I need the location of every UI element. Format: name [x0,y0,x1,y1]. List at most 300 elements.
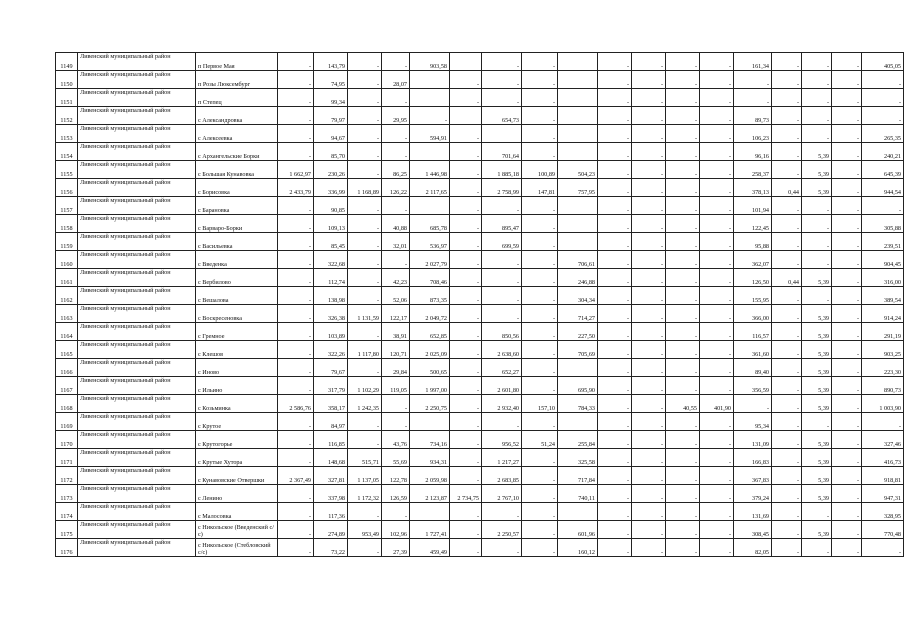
region-cell: Ливенский муниципальный район [78,341,196,359]
value-cell: - [598,395,632,413]
value-cell: 1 102,29 [348,377,382,395]
settlement-cell: с Борисовка [196,179,278,197]
settlement-cell: с Вешалова [196,287,278,305]
value-cell: - [802,53,832,71]
value-cell: 327,46 [862,431,904,449]
value-cell: 100,89 [522,161,558,179]
value-cell: 367,83 [734,467,772,485]
value-cell: 934,31 [410,449,450,467]
value-cell: 5,39 [802,431,832,449]
region-cell: Ливенский муниципальный район [78,521,196,539]
region-cell: Ливенский муниципальный район [78,89,196,107]
value-cell: - [700,269,734,287]
value-cell: - [278,287,314,305]
value-cell: - [598,539,632,557]
value-cell: - [772,503,802,521]
table-row [56,71,904,89]
row-number-cell: 1156 [56,179,78,197]
settlement-cell: с Гремное [196,323,278,341]
value-cell: - [832,305,862,323]
value-cell: - [700,197,734,215]
value-cell: 2 250,57 [482,521,522,539]
value-cell: - [832,125,862,143]
value-cell: - [450,125,482,143]
value-cell: - [482,269,522,287]
value-cell: - [598,89,632,107]
value-cell: - [522,359,558,377]
value-cell: 2 734,75 [450,485,482,503]
row-number-cell: 1157 [56,197,78,215]
value-cell: - [772,539,802,557]
value-cell: - [632,341,666,359]
table-row [56,539,904,557]
value-cell: - [522,71,558,89]
value-cell: 157,10 [522,395,558,413]
value-cell: - [832,485,862,503]
value-cell [410,503,450,521]
table-row [56,215,904,233]
value-cell: - [632,305,666,323]
row-number-cell: 1170 [56,431,78,449]
value-cell: 652,85 [410,323,450,341]
value-cell: - [632,431,666,449]
value-cell: 99,34 [314,89,348,107]
value-cell: 325,58 [558,449,598,467]
value-cell: - [666,413,700,431]
settlement-cell: с Александровка [196,107,278,125]
region-cell: Ливенский муниципальный район [78,233,196,251]
region-cell: Ливенский муниципальный район [78,287,196,305]
value-cell: - [700,125,734,143]
value-cell: - [666,197,700,215]
value-cell: 5,39 [802,161,832,179]
value-cell: - [700,485,734,503]
value-cell: 322,26 [314,341,348,359]
value-cell: - [450,143,482,161]
value-cell: 265,35 [862,125,904,143]
value-cell: 116,85 [314,431,348,449]
value-cell: 337,98 [314,485,348,503]
value-cell: - [522,305,558,323]
value-cell: 84,97 [314,413,348,431]
value-cell: - [382,143,410,161]
value-cell: - [832,431,862,449]
value-cell: 51,24 [522,431,558,449]
value-cell: - [700,359,734,377]
value-cell: - [522,323,558,341]
value-cell: 1 242,35 [348,395,382,413]
settlement-cell: с Козьминка [196,395,278,413]
value-cell: 358,17 [314,395,348,413]
value-cell: - [802,197,832,215]
value-cell: - [348,233,382,251]
value-cell: 717,84 [558,467,598,485]
value-cell: 155,95 [734,287,772,305]
value-cell: - [482,89,522,107]
row-number-cell: 1154 [56,143,78,161]
value-cell: - [482,71,522,89]
value-cell: - [666,305,700,323]
table-row [56,359,904,377]
value-cell: - [862,539,904,557]
table-body [56,53,904,557]
value-cell: - [450,269,482,287]
value-cell [410,71,450,89]
value-cell: - [278,413,314,431]
value-cell: - [772,125,802,143]
table-row [56,467,904,485]
value-cell: 695,90 [558,377,598,395]
value-cell: - [832,269,862,287]
table-row [56,395,904,413]
value-cell: - [482,197,522,215]
value-cell: - [632,503,666,521]
value-cell: - [348,431,382,449]
value-cell: 5,39 [802,485,832,503]
value-cell: 148,68 [314,449,348,467]
value-cell: - [832,413,862,431]
value-cell: - [734,395,772,413]
table-row [56,503,904,521]
value-cell: - [522,197,558,215]
value-cell: - [278,71,314,89]
value-cell: - [802,413,832,431]
region-cell: Ливенский муниципальный район [78,197,196,215]
value-cell: - [802,251,832,269]
settlement-cell: с Иново [196,359,278,377]
value-cell: - [382,125,410,143]
value-cell: - [666,521,700,539]
value-cell: 85,70 [314,143,348,161]
value-cell: 2 123,87 [410,485,450,503]
value-cell: 143,79 [314,53,348,71]
value-cell: - [700,521,734,539]
value-cell: - [700,377,734,395]
value-cell: - [278,197,314,215]
value-cell: - [700,449,734,467]
value-cell: - [598,467,632,485]
value-cell: - [772,71,802,89]
value-cell: - [450,89,482,107]
value-cell: - [522,269,558,287]
value-cell: - [666,53,700,71]
value-cell: - [700,179,734,197]
value-cell: 2 049,72 [410,305,450,323]
row-number-cell: 1152 [56,107,78,125]
value-cell: 42,23 [382,269,410,287]
value-cell: 2 683,85 [482,467,522,485]
value-cell: 515,71 [348,449,382,467]
value-cell: - [382,53,410,71]
value-cell: - [666,377,700,395]
table-row [56,485,904,503]
settlement-cell: с Воскресеновка [196,305,278,323]
value-cell: 95,34 [734,413,772,431]
value-cell: - [772,197,802,215]
value-cell: - [632,485,666,503]
value-cell [558,53,598,71]
value-cell: - [598,179,632,197]
value-cell [410,197,450,215]
value-cell: - [832,395,862,413]
value-cell: - [522,53,558,71]
value-cell: - [700,287,734,305]
value-cell: - [598,431,632,449]
value-cell: - [772,161,802,179]
value-cell [558,197,598,215]
value-cell: - [598,323,632,341]
row-number-cell: 1167 [56,377,78,395]
table-row [56,323,904,341]
value-cell: 5,39 [802,521,832,539]
value-cell: - [348,215,382,233]
value-cell: - [772,323,802,341]
value-cell: 316,00 [862,269,904,287]
region-cell: Ливенский муниципальный район [78,107,196,125]
value-cell: - [632,143,666,161]
settlement-cell: с Ленино [196,485,278,503]
value-cell: 903,58 [410,53,450,71]
value-cell: - [522,521,558,539]
value-cell: - [348,53,382,71]
value-cell: - [348,503,382,521]
settlement-cell: с Введенка [196,251,278,269]
value-cell: 85,45 [314,233,348,251]
value-cell: - [832,89,862,107]
value-cell: 317,79 [314,377,348,395]
value-cell: 1 885,18 [482,161,522,179]
value-cell: 890,73 [862,377,904,395]
value-cell: 914,24 [862,305,904,323]
value-cell: 734,16 [410,431,450,449]
value-cell: 122,45 [734,215,772,233]
value-cell: - [348,125,382,143]
value-cell: - [598,449,632,467]
value-cell: 2 025,09 [410,341,450,359]
value-cell: - [348,413,382,431]
value-cell: 2 767,10 [482,485,522,503]
value-cell: - [666,359,700,377]
value-cell: 126,22 [382,179,410,197]
value-cell: 685,78 [410,215,450,233]
value-cell: - [632,179,666,197]
settlement-cell: с Барановка [196,197,278,215]
row-number-cell: 1171 [56,449,78,467]
value-cell: - [862,107,904,125]
value-cell: - [522,449,558,467]
value-cell: - [832,71,862,89]
value-cell: 0,44 [772,179,802,197]
value-cell: - [832,521,862,539]
value-cell: 944,54 [862,179,904,197]
value-cell: - [598,53,632,71]
value-cell: - [632,323,666,341]
value-cell: 2 586,76 [278,395,314,413]
value-cell: 2 758,99 [482,179,522,197]
value-cell [558,125,598,143]
value-cell: 5,39 [802,377,832,395]
region-cell: Ливенский муниципальный район [78,449,196,467]
value-cell: 82,05 [734,539,772,557]
value-cell: 2 250,75 [410,395,450,413]
value-cell: - [802,233,832,251]
data-table [55,52,904,557]
table-row [56,143,904,161]
settlement-cell: с Вербилово [196,269,278,287]
value-cell: - [450,413,482,431]
value-cell: 304,34 [558,287,598,305]
value-cell: 112,74 [314,269,348,287]
value-cell: - [278,431,314,449]
value-cell [558,233,598,251]
region-cell: Ливенский муниципальный район [78,485,196,503]
value-cell: - [832,107,862,125]
value-cell: - [598,485,632,503]
value-cell: - [666,341,700,359]
value-cell: - [598,233,632,251]
document-sheet [55,52,901,557]
settlement-cell: с Васильевка [196,233,278,251]
value-cell: - [450,341,482,359]
value-cell: 122,17 [382,305,410,323]
value-cell: 594,91 [410,125,450,143]
table-row [56,287,904,305]
value-cell: - [522,377,558,395]
value-cell: 161,34 [734,53,772,71]
value-cell: 5,39 [802,341,832,359]
value-cell: - [450,359,482,377]
region-cell: Ливенский муниципальный район [78,359,196,377]
settlement-cell: с Архангельские Борки [196,143,278,161]
value-cell: - [772,413,802,431]
value-cell: - [700,467,734,485]
value-cell: 86,25 [382,161,410,179]
value-cell: - [278,89,314,107]
value-cell: 122,78 [382,467,410,485]
value-cell: - [666,89,700,107]
value-cell: 89,73 [734,107,772,125]
row-number-cell: 1172 [56,467,78,485]
value-cell: 1 003,90 [862,395,904,413]
value-cell: 5,39 [802,359,832,377]
value-cell: 2 638,60 [482,341,522,359]
value-cell: - [348,197,382,215]
value-cell: 536,97 [410,233,450,251]
value-cell: - [278,215,314,233]
value-cell: - [772,431,802,449]
value-cell: 0,44 [772,269,802,287]
value-cell: - [278,323,314,341]
value-cell: - [278,341,314,359]
value-cell: 52,06 [382,287,410,305]
value-cell: - [666,71,700,89]
value-cell: 291,19 [862,323,904,341]
value-cell: - [278,449,314,467]
value-cell: - [802,215,832,233]
value-cell: 27,39 [382,539,410,557]
value-cell: - [632,377,666,395]
value-cell: - [598,125,632,143]
value-cell: - [734,71,772,89]
value-cell: - [382,89,410,107]
value-cell: 1 137,05 [348,467,382,485]
value-cell: 116,57 [734,323,772,341]
value-cell: - [700,305,734,323]
value-cell: - [772,395,802,413]
value-cell: 873,35 [410,287,450,305]
value-cell: 223,30 [862,359,904,377]
value-cell: - [348,359,382,377]
value-cell: 40,55 [666,395,700,413]
row-number-cell: 1168 [56,395,78,413]
value-cell: - [772,107,802,125]
value-cell: - [772,251,802,269]
value-cell: 379,24 [734,485,772,503]
value-cell: - [832,197,862,215]
value-cell: - [772,341,802,359]
value-cell: - [598,71,632,89]
value-cell: 699,59 [482,233,522,251]
value-cell: 1 217,27 [482,449,522,467]
value-cell: - [348,539,382,557]
value-cell: - [632,233,666,251]
value-cell: - [700,341,734,359]
row-number-cell: 1155 [56,161,78,179]
value-cell: 947,31 [862,485,904,503]
value-cell: 378,13 [734,179,772,197]
value-cell: - [598,359,632,377]
value-cell: - [772,467,802,485]
value-cell: 784,33 [558,395,598,413]
region-cell: Ливенский муниципальный район [78,377,196,395]
table-row [56,269,904,287]
value-cell: 366,00 [734,305,772,323]
value-cell: 102,96 [382,521,410,539]
value-cell: 239,51 [862,233,904,251]
value-cell: 117,36 [314,503,348,521]
value-cell: - [522,107,558,125]
value-cell: - [666,161,700,179]
table-row [56,521,904,539]
value-cell: 389,54 [862,287,904,305]
value-cell: - [700,161,734,179]
value-cell: - [632,467,666,485]
value-cell: - [278,251,314,269]
region-cell: Ливенский муниципальный район [78,305,196,323]
value-cell: 770,48 [862,521,904,539]
value-cell: 255,84 [558,431,598,449]
settlement-cell: с Крутогорье [196,431,278,449]
value-cell: 2 932,40 [482,395,522,413]
table-row [56,377,904,395]
value-cell: 160,12 [558,539,598,557]
value-cell: - [522,125,558,143]
value-cell: - [632,269,666,287]
value-cell: - [832,53,862,71]
row-number-cell: 1158 [56,215,78,233]
value-cell: - [450,521,482,539]
value-cell: - [802,125,832,143]
value-cell: - [666,485,700,503]
value-cell: 305,88 [862,215,904,233]
value-cell: - [482,305,522,323]
value-cell: - [666,287,700,305]
value-cell: - [700,215,734,233]
settlement-cell: с Клешов [196,341,278,359]
value-cell: - [772,215,802,233]
value-cell: - [598,413,632,431]
row-number-cell: 1159 [56,233,78,251]
